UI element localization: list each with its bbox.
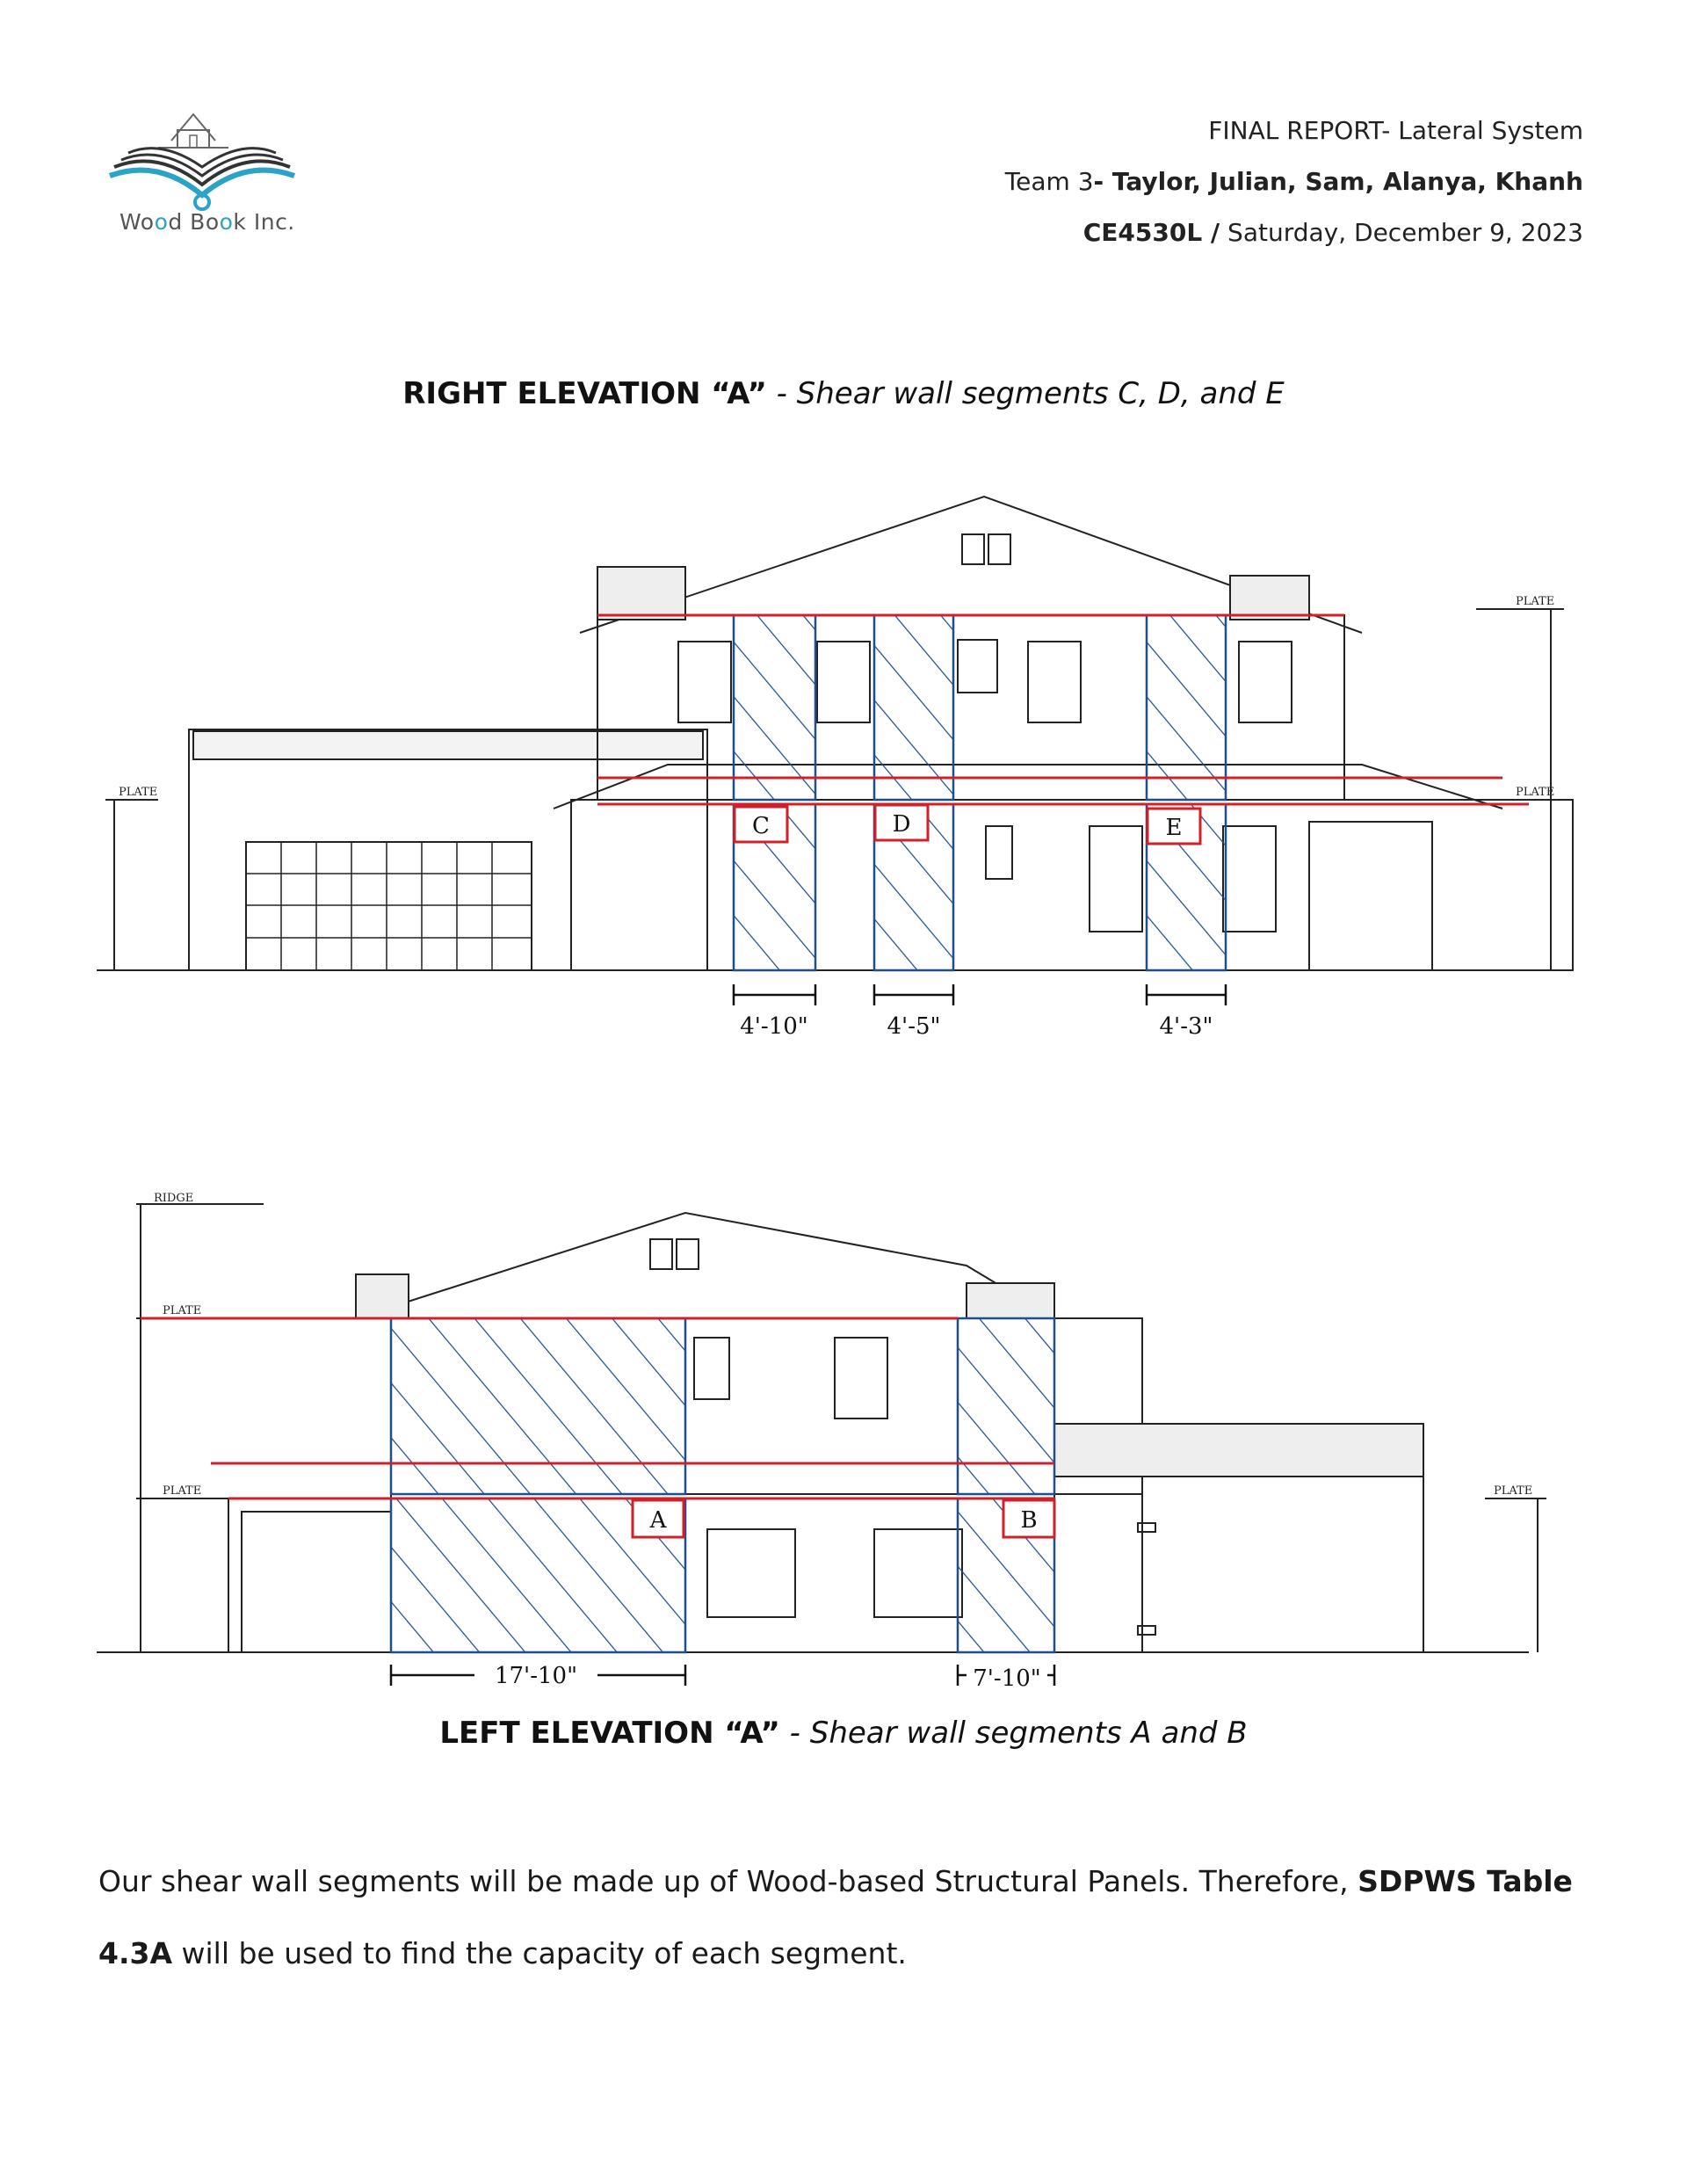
svg-text:PLATE: PLATE xyxy=(1494,1484,1533,1498)
segment-a-label: A xyxy=(649,1507,667,1534)
segment-d-label: D xyxy=(892,811,911,838)
dim-b: 7'-10" xyxy=(973,1665,1041,1692)
sdpws-reference: SDPWS Table 4.3A xyxy=(98,1864,1573,1970)
dim-c: 4'-10" xyxy=(740,1013,808,1040)
left-elevation-title: LEFT ELEVATION “A” - Shear wall segments A and B xyxy=(439,1716,1248,1751)
course-date-line: CE4530L / Saturday, December 9, 2023 xyxy=(1082,218,1583,247)
dim-a: 17'-10" xyxy=(494,1663,578,1689)
svg-text:RIDGE: RIDGE xyxy=(154,1192,194,1205)
team-line: Team 3- Taylor, Julian, Sam, Alanya, Khanh xyxy=(1004,167,1583,196)
svg-text:PLATE: PLATE xyxy=(163,1484,202,1498)
svg-text:PLATE: PLATE xyxy=(163,1304,202,1317)
svg-text:PLATE: PLATE xyxy=(119,786,158,799)
dim-d: 4'-5" xyxy=(887,1013,941,1040)
left-elevation-drawing xyxy=(88,1186,1582,1714)
right-elevation-drawing xyxy=(88,475,1582,1055)
segment-b-label: B xyxy=(1020,1507,1038,1534)
logo-wordmark: Wood Book Inc. xyxy=(119,209,295,235)
body-paragraph: Our shear wall segments will be made up of Wood-based Structural Panels. Therefore, SDPWS Table 4.3A will be used to find the capacity of each segment. xyxy=(98,1864,1573,1970)
svg-text:PLATE: PLATE xyxy=(1516,786,1555,799)
right-elevation-title: RIGHT ELEVATION “A” - Shear wall segments C, D, and E xyxy=(402,376,1285,411)
segment-e-label: E xyxy=(1165,815,1183,841)
segment-c-label: C xyxy=(752,813,770,839)
svg-text:PLATE: PLATE xyxy=(1516,595,1555,608)
report-title: FINAL REPORT- Lateral System xyxy=(1208,116,1583,145)
dim-e: 4'-3" xyxy=(1159,1013,1213,1040)
report-header xyxy=(1005,105,1583,258)
